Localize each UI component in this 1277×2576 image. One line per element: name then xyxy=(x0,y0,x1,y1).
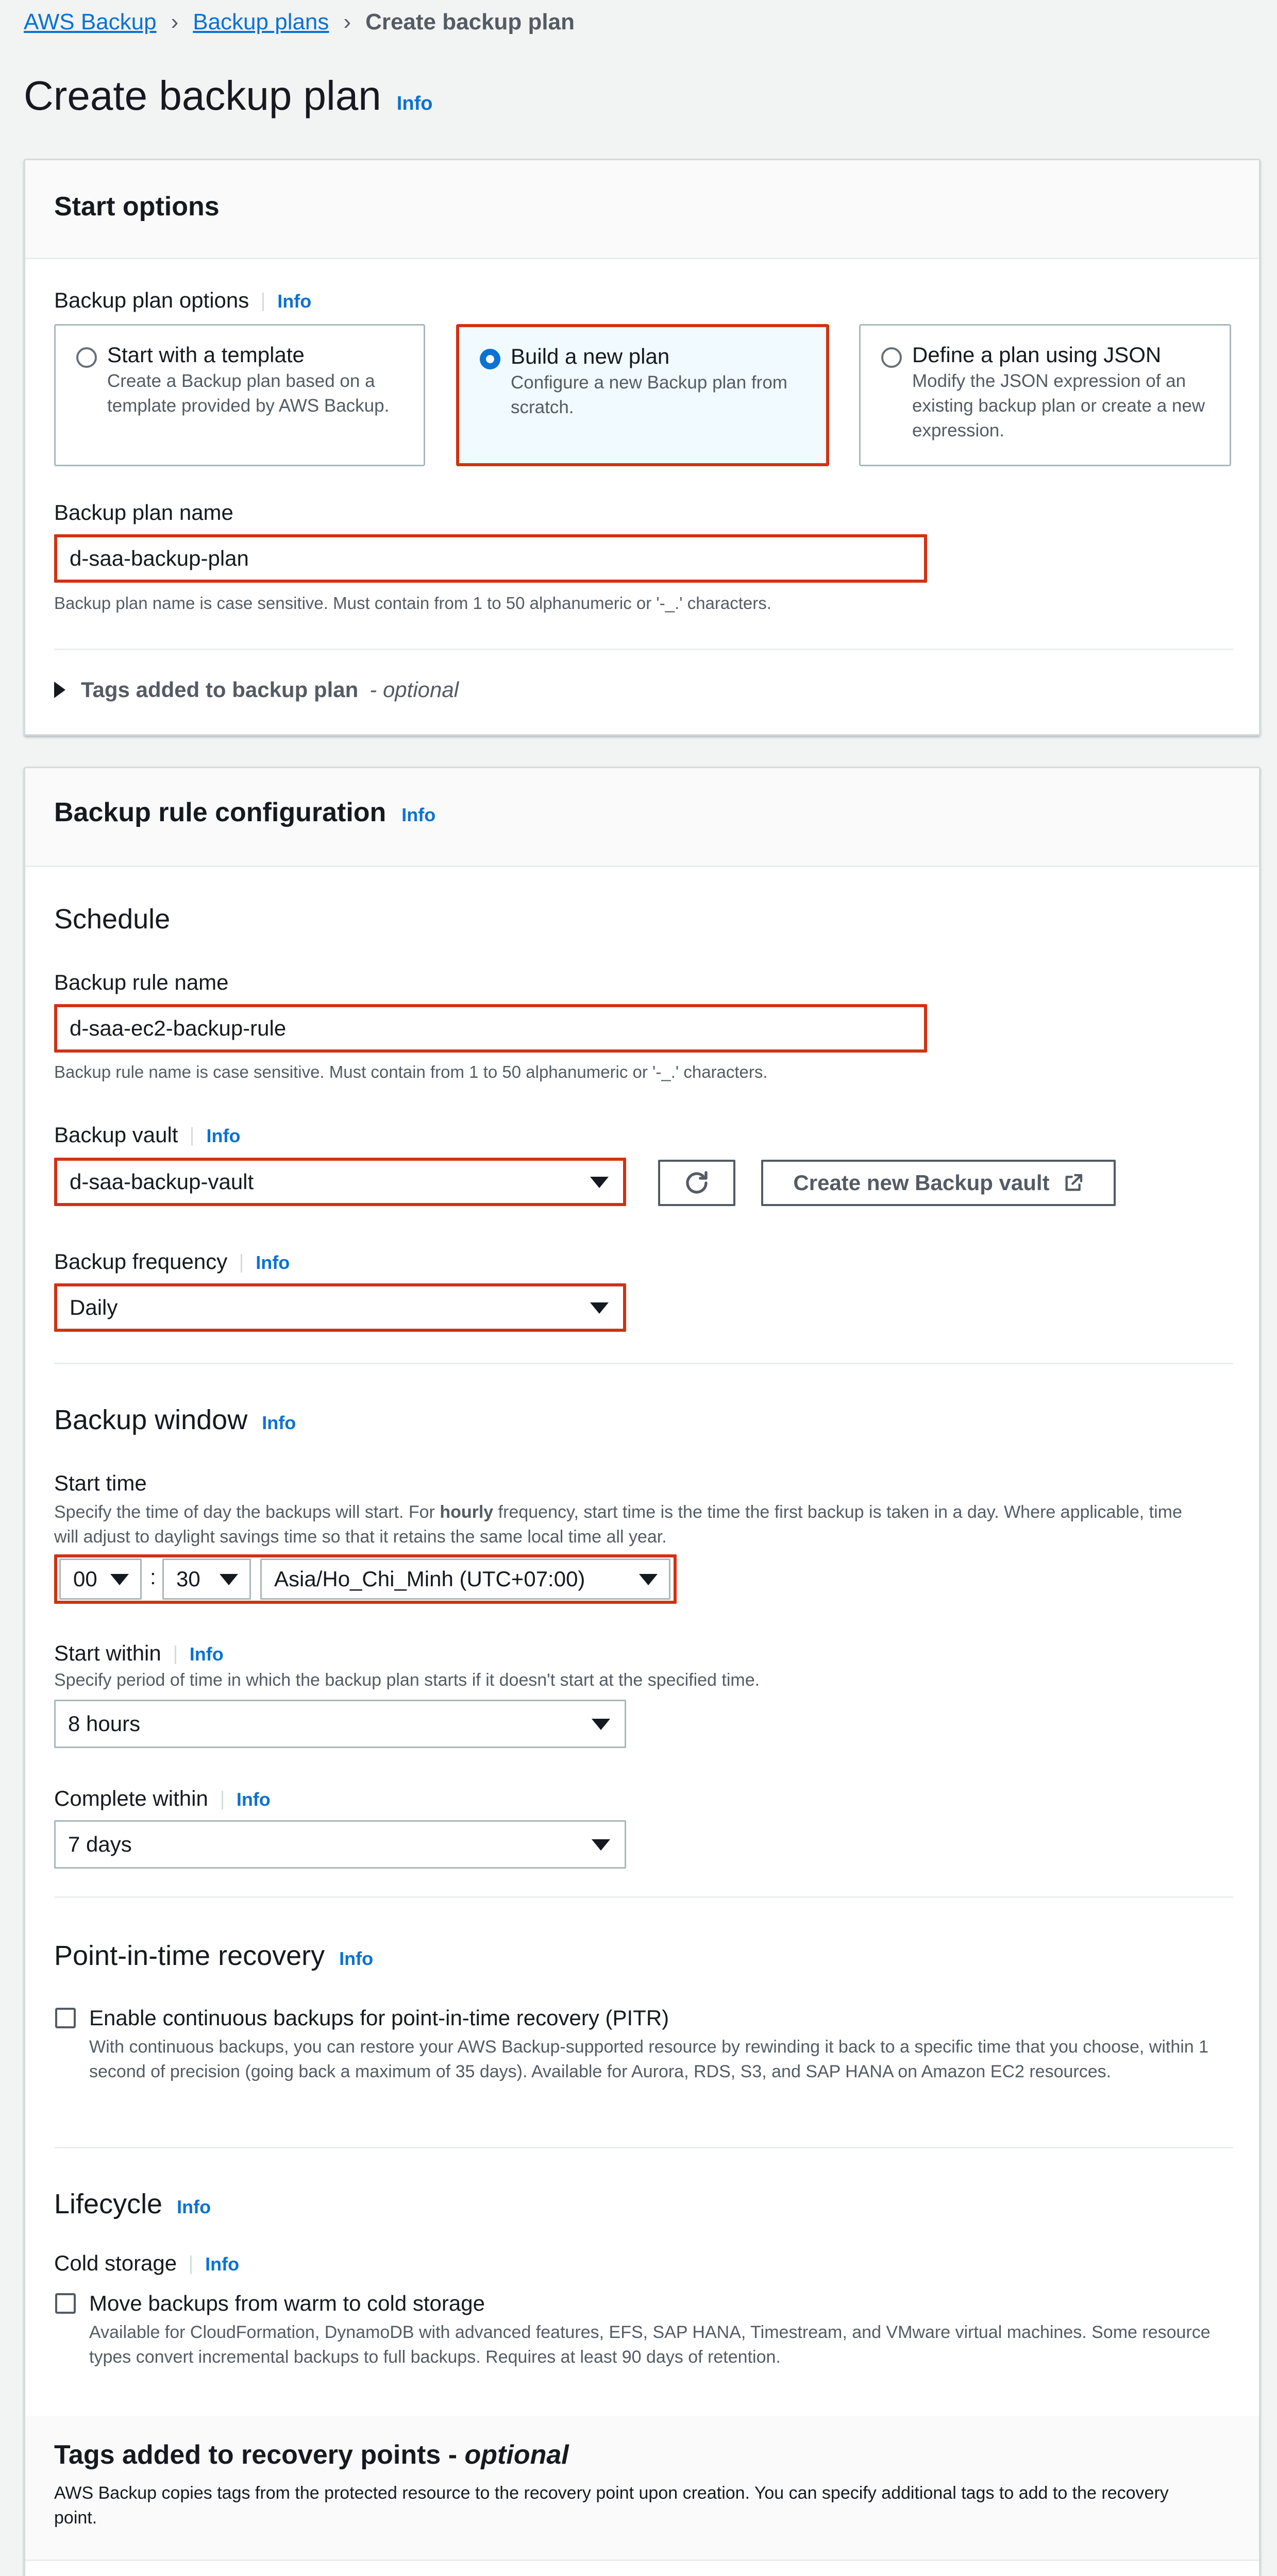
timezone-select[interactable] xyxy=(260,1558,670,1600)
frequency-label: Backup frequency xyxy=(54,1249,228,1274)
divider xyxy=(191,1127,193,1146)
create-vault-button[interactable] xyxy=(761,1160,1116,1206)
refresh-button[interactable] xyxy=(658,1160,735,1206)
chevron-right-icon: › xyxy=(171,9,179,35)
breadcrumb-aws-backup[interactable]: AWS Backup xyxy=(24,9,157,35)
complete-within-label: Complete within xyxy=(54,1786,208,1810)
backup-window-info-link[interactable]: Info xyxy=(262,1412,296,1433)
start-within-select[interactable] xyxy=(54,1700,626,1748)
schedule-title: Schedule xyxy=(54,904,171,935)
caret-down-icon xyxy=(220,1574,238,1585)
caret-down-icon xyxy=(590,1177,609,1188)
rule-config-title-row xyxy=(54,797,435,828)
divider xyxy=(54,649,1233,650)
radio-icon[interactable] xyxy=(76,347,97,368)
breadcrumb-current: Create backup plan xyxy=(365,9,575,35)
divider xyxy=(190,2256,192,2274)
time-colon: : xyxy=(150,1565,156,1589)
radio-title: Start with a template xyxy=(107,343,305,367)
tags-recovery-title-row xyxy=(54,2439,569,2470)
backup-window-title-row xyxy=(54,1404,296,1436)
vault-select-value: d-saa-backup-vault xyxy=(70,1170,254,1194)
tags-recovery-header xyxy=(25,2416,1259,2561)
start-time-desc-bold: hourly xyxy=(440,1502,494,1522)
divider xyxy=(262,293,264,311)
cold-storage-info-link[interactable]: Info xyxy=(205,2253,240,2275)
radio-icon[interactable] xyxy=(881,347,902,368)
caret-down-icon xyxy=(110,1574,129,1585)
caret-right-icon xyxy=(54,682,65,698)
lifecycle-title: Lifecycle xyxy=(54,2189,163,2219)
refresh-icon xyxy=(683,1169,711,1197)
plan-name-hint: Backup plan name is case sensitive. Must contain from 1 to 50 alphanumeric or '-_.' characters. xyxy=(54,594,771,613)
plan-options-label xyxy=(54,288,311,313)
tags-recovery-desc: AWS Backup copies tags from the protected resource to the recovery point upon creation. You can specify additional tags to add to the recovery point. xyxy=(54,2483,1169,2528)
rule-name-label: Backup rule name xyxy=(54,970,229,994)
start-within-desc: Specify period of time in which the backup plan starts if it doesn't start at the specified time. xyxy=(54,1670,760,1690)
hour-select[interactable] xyxy=(59,1558,142,1600)
lifecycle-title-row xyxy=(54,2188,211,2220)
caret-down-icon xyxy=(639,1574,658,1585)
frequency-label-row xyxy=(54,1249,290,1274)
start-time-desc-part2: frequency, start time is the time the first backup is taken in a day. Where applicable, time will adjust to daylight savings time so that it retains the same local time all year. xyxy=(54,1502,1182,1547)
radio-selected-icon[interactable] xyxy=(480,349,500,369)
pitr-checkbox-label[interactable]: Enable continuous backups for point-in-time recovery (PITR) xyxy=(89,2006,669,2030)
pitr-info-link[interactable]: Info xyxy=(339,1948,374,1969)
radio-build-new-plan[interactable] xyxy=(456,324,829,466)
start-time-label: Start time xyxy=(54,1471,147,1495)
divider xyxy=(54,1896,1233,1898)
plan-name-label: Backup plan name xyxy=(54,500,233,524)
radio-start-with-template[interactable] xyxy=(54,324,425,466)
cold-storage-label-row xyxy=(54,2251,239,2276)
start-within-info-link[interactable]: Info xyxy=(189,1643,224,1665)
radio-define-json[interactable] xyxy=(859,324,1231,466)
frequency-select-value: Daily xyxy=(70,1295,118,1319)
rule-config-title: Backup rule configuration xyxy=(54,798,387,827)
tags-backup-plan-expander[interactable] xyxy=(54,677,459,702)
caret-down-icon xyxy=(592,1839,610,1851)
radio-title: Build a new plan xyxy=(511,344,670,368)
divider xyxy=(175,1646,176,1664)
cold-storage-checkbox[interactable] xyxy=(55,2293,76,2314)
divider xyxy=(222,1791,223,1809)
breadcrumb xyxy=(24,9,575,35)
tags-expander-label: Tags added to backup plan xyxy=(81,677,359,702)
rule-name-input[interactable]: d-saa-ec2-backup-rule xyxy=(54,1004,927,1053)
hour-value: 00 xyxy=(73,1567,97,1591)
radio-desc: Configure a new Backup plan from scratch. xyxy=(511,372,787,417)
start-options-title: Start options xyxy=(54,192,220,222)
tags-expander-optional: - optional xyxy=(369,677,459,702)
rule-name-hint: Backup rule name is case sensitive. Must contain from 1 to 50 alphanumeric or '-_.' characters. xyxy=(54,1062,768,1081)
complete-within-info-link[interactable]: Info xyxy=(236,1789,271,1810)
create-vault-label: Create new Backup vault xyxy=(793,1171,1050,1195)
pitr-title-row xyxy=(54,1940,373,1972)
start-within-value: 8 hours xyxy=(68,1711,141,1736)
rule-config-info-link[interactable]: Info xyxy=(401,804,436,825)
timezone-value: Asia/Ho_Chi_Minh (UTC+07:00) xyxy=(274,1567,585,1591)
breadcrumb-backup-plans[interactable]: Backup plans xyxy=(193,9,329,35)
frequency-select[interactable] xyxy=(54,1283,626,1332)
divider xyxy=(54,1363,1233,1364)
lifecycle-info-link[interactable]: Info xyxy=(177,2196,211,2217)
lifecycle-desc: Available for CloudFormation, DynamoDB with advanced features, EFS, SAP HANA, Timestream, and VMware virtual machines. Some resource types convert incremental backups to full backups. Requires at least 90 days of retention. xyxy=(89,2323,1211,2367)
backup-window-title: Backup window xyxy=(54,1404,248,1435)
pitr-checkbox[interactable] xyxy=(55,2008,76,2028)
caret-down-icon xyxy=(592,1719,610,1730)
frequency-info-link[interactable]: Info xyxy=(256,1252,290,1273)
plan-options-label-text: Backup plan options xyxy=(54,288,249,312)
cold-storage-label: Cold storage xyxy=(54,2251,177,2275)
start-time-desc-part1: Specify the time of day the backups will start. For xyxy=(54,1502,440,1522)
complete-within-select[interactable] xyxy=(54,1820,626,1869)
divider xyxy=(54,2147,1233,2148)
divider xyxy=(241,1254,242,1273)
vault-select[interactable] xyxy=(54,1158,626,1206)
pitr-title: Point-in-time recovery xyxy=(54,1940,325,1971)
start-time-desc xyxy=(54,1500,1208,1549)
vault-label-row xyxy=(54,1123,240,1147)
rule-config-header xyxy=(25,768,1259,867)
radio-desc: Create a Backup plan based on a template provided by AWS Backup. xyxy=(107,371,390,416)
cold-storage-checkbox-label[interactable]: Move backups from warm to cold storage xyxy=(89,2291,485,2315)
radio-title: Define a plan using JSON xyxy=(912,343,1162,367)
start-within-label-row xyxy=(54,1641,224,1666)
start-options-card xyxy=(24,159,1261,736)
tags-recovery-optional: optional xyxy=(464,2440,569,2470)
caret-down-icon xyxy=(590,1302,609,1314)
complete-within-value: 7 days xyxy=(68,1832,132,1856)
vault-label: Backup vault xyxy=(54,1123,178,1147)
pitr-desc: With continuous backups, you can restore your AWS Backup-supported resource by rewinding it back to a specific time that you choose, within 1 second of precision (going back a maximum of 35 days). Available for Aurora, RDS, S3, and SAP HANA on Amazon EC2 resources. xyxy=(89,2037,1209,2081)
plan-options-info-link[interactable]: Info xyxy=(277,291,312,312)
minute-value: 30 xyxy=(176,1567,200,1591)
rule-config-card xyxy=(24,767,1261,2576)
start-options-header xyxy=(25,160,1259,259)
page-title-text: Create backup plan xyxy=(24,73,381,118)
minute-select[interactable] xyxy=(162,1558,251,1600)
tags-recovery-title: Tags added to recovery points - xyxy=(54,2440,465,2470)
vault-info-link[interactable]: Info xyxy=(206,1125,241,1146)
page-info-link[interactable]: Info xyxy=(396,93,433,114)
plan-name-input[interactable]: d-saa-backup-plan xyxy=(54,534,927,583)
start-within-label: Start within xyxy=(54,1641,161,1665)
radio-desc: Modify the JSON expression of an existing backup plan or create a new expression. xyxy=(912,371,1205,440)
chevron-right-icon: › xyxy=(343,9,351,35)
external-link-icon xyxy=(1063,1173,1084,1193)
complete-within-label-row xyxy=(54,1786,271,1811)
page-title xyxy=(24,72,432,120)
